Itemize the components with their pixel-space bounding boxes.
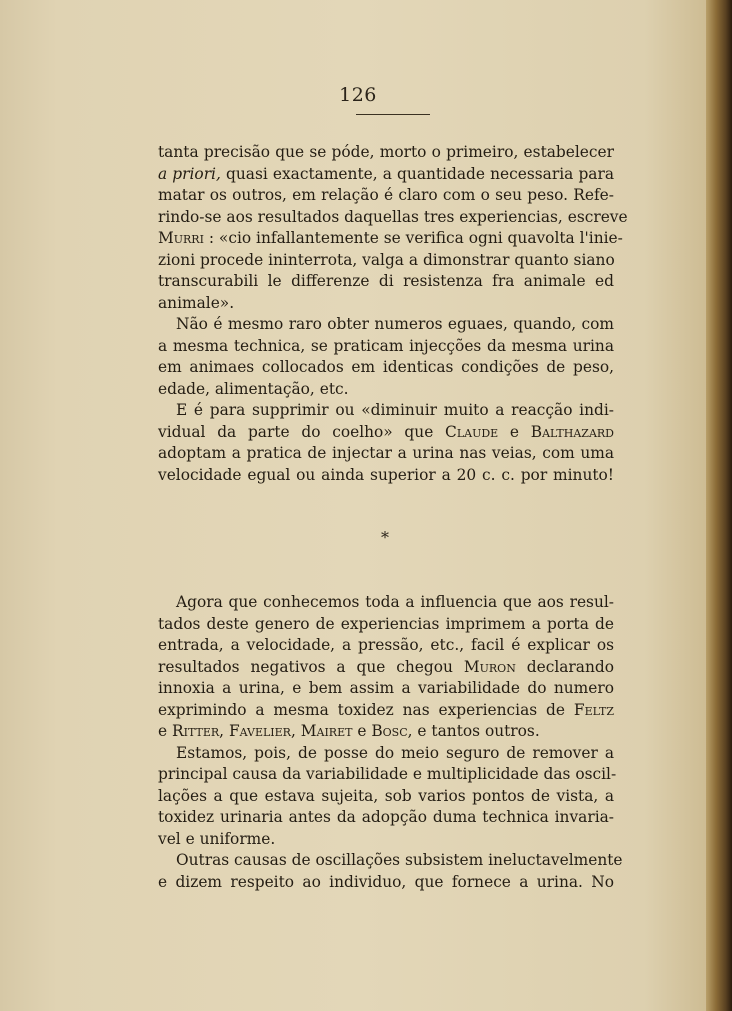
text-line bbox=[158, 465, 614, 487]
author-name: Ritter bbox=[172, 722, 220, 740]
text-line bbox=[158, 336, 614, 358]
text-run: Outras causas de oscillações subsistem ineluctavelmente bbox=[176, 851, 623, 869]
text-line bbox=[158, 807, 614, 829]
text-line bbox=[158, 592, 614, 614]
text-line bbox=[158, 743, 614, 765]
text-run: E é para supprimir ou «diminuir muito a reacção indi- bbox=[176, 401, 614, 419]
text-run: innoxia a urina, e bem assim a variabilidade do numero bbox=[158, 679, 614, 697]
text-line bbox=[158, 379, 614, 401]
paragraph-block-bottom bbox=[158, 592, 623, 893]
text-run: : «cio infallantemente se verifica ogni quavolta l'inie- bbox=[203, 229, 623, 247]
author-name: Balthazard bbox=[530, 422, 614, 441]
italic-text: a priori, bbox=[158, 164, 221, 183]
text-line bbox=[158, 271, 614, 293]
text-line bbox=[158, 786, 614, 808]
text-run: , e tantos outros. bbox=[407, 722, 540, 740]
text-line bbox=[158, 314, 614, 336]
text-run: Não é mesmo raro obter numeros eguaes, quando, com bbox=[176, 315, 614, 333]
page-number: 126 bbox=[339, 84, 377, 106]
text-run: principal causa da variabilidade e multiplicidade das oscil- bbox=[158, 765, 617, 783]
text-run: matar os outros, em relação é claro com o seu peso. Refe- bbox=[158, 186, 614, 204]
text-line bbox=[158, 250, 614, 272]
author-name: Bosc bbox=[371, 722, 408, 740]
text-run: vel e uniforme. bbox=[158, 829, 276, 848]
text-run: a mesma technica, se praticam injecções da mesma urina bbox=[158, 336, 614, 355]
text-run: exprimindo a mesma toxidez nas experiencias de bbox=[158, 700, 574, 719]
author-name: Mairet bbox=[300, 722, 353, 740]
text-run: Estamos, pois, de posse do meio seguro de remover a bbox=[176, 743, 614, 762]
text-line bbox=[158, 635, 614, 657]
text-run: animale». bbox=[158, 293, 235, 312]
text-line bbox=[158, 207, 628, 229]
author-name: Feltz bbox=[573, 700, 614, 719]
text-run: quasi exactamente, a quantidade necessaria para bbox=[220, 164, 614, 183]
author-name: Murri bbox=[158, 229, 204, 247]
text-line bbox=[158, 228, 623, 250]
text-run: , bbox=[219, 722, 229, 740]
text-run: toxidez urinaria antes da adopção duma technica invaria- bbox=[158, 808, 614, 826]
text-line bbox=[158, 657, 614, 679]
text-line bbox=[158, 721, 614, 743]
paragraph-block-top bbox=[158, 142, 628, 486]
text-run: tados deste genero de experiencias imprimem a porta de bbox=[158, 614, 614, 633]
text-line bbox=[158, 700, 614, 722]
text-run: , bbox=[290, 722, 301, 740]
text-run: zioni procede ininterrota, valga a dimonstrar quanto siano bbox=[158, 250, 615, 269]
text-run: e bbox=[352, 722, 372, 740]
text-run: rindo-se aos resultados daquellas tres experiencias, escreve bbox=[158, 207, 628, 226]
text-run: e bbox=[498, 422, 531, 441]
text-run: transcurabili le differenze di resistenza fra animale ed bbox=[158, 272, 614, 290]
text-line bbox=[158, 400, 614, 422]
text-run: adoptam a pratica de injectar a urina nas veias, com uma bbox=[158, 444, 614, 462]
author-name: Favelier bbox=[228, 722, 291, 740]
text-run: declarando bbox=[515, 657, 614, 676]
text-run: entrada, a velocidade, a pressão, etc., facil é explicar os bbox=[158, 636, 614, 654]
section-separator: * bbox=[381, 528, 389, 547]
text-run: tanta precisão que se póde, morto o primeiro, estabelecer bbox=[158, 143, 614, 161]
text-run: e dizem respeito ao individuo, que fornece a urina. No bbox=[158, 872, 614, 891]
text-run: lações a que estava sujeita, sob varios pontos de vista, a bbox=[158, 786, 614, 805]
text-line bbox=[158, 422, 614, 444]
text-run: em animaes collocados em identicas condições de peso, bbox=[158, 358, 614, 376]
text-line bbox=[158, 443, 614, 465]
text-line bbox=[158, 678, 614, 700]
text-run: resultados negativos a que chegou bbox=[158, 657, 464, 676]
text-run: vidual da parte do coelho» que bbox=[158, 422, 446, 441]
text-line bbox=[158, 829, 614, 851]
text-line bbox=[158, 357, 614, 379]
text-run: edade, alimentação, etc. bbox=[158, 379, 349, 398]
text-line bbox=[158, 850, 623, 872]
text-run: velocidade egual ou ainda superior a 20 c. c. por minuto! bbox=[158, 465, 614, 484]
author-name: Claude bbox=[445, 422, 499, 441]
text-run: Agora que conhecemos toda a influencia que aos resul- bbox=[176, 593, 614, 611]
text-run: e bbox=[158, 722, 173, 740]
text-line bbox=[158, 142, 614, 164]
text-line bbox=[158, 614, 614, 636]
header-rule bbox=[356, 114, 430, 115]
text-line bbox=[158, 293, 614, 315]
author-name: Muron bbox=[463, 657, 516, 676]
text-line bbox=[158, 764, 617, 786]
text-line bbox=[158, 872, 614, 894]
text-line bbox=[158, 185, 614, 207]
book-spine-edge bbox=[706, 0, 732, 1011]
text-line bbox=[158, 164, 614, 186]
